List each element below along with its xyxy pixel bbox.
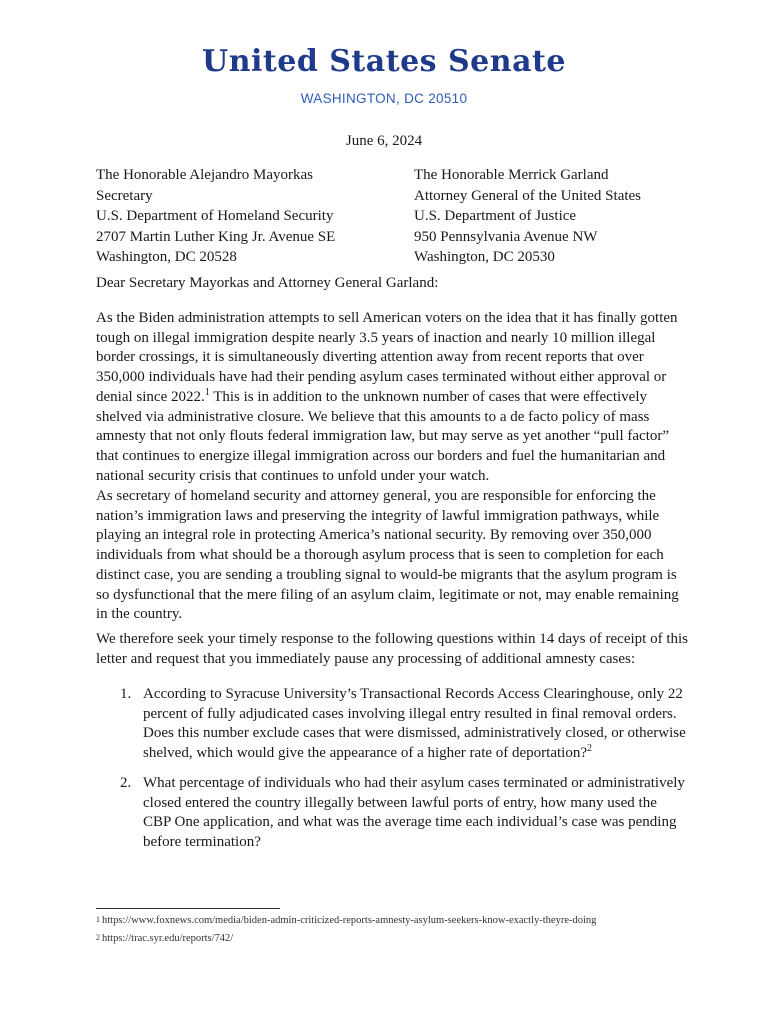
letterhead-address: WASHINGTON, DC 20510 <box>300 91 468 106</box>
question-1-body: According to Syracuse University’s Transactional Records Access Clearinghouse, only 22 percent of fully adjudicated cases involving illegal entry resulted in final removal orders. Does this number exclude cases that were dismissed, administratively closed, or otherwise shelved, which would give the appearance of a higher rate of deportation? <box>143 686 686 761</box>
recipient-left-department: U.S. Department of Homeland Security <box>96 208 334 224</box>
recipient-left-city: Washington, DC 20528 <box>96 249 237 265</box>
body-paragraph-2: As secretary of homeland security and attorney general, you are responsible for enforcing the nation’s immigration laws and preserving the integrity of lawful immigration pathways, while playing an integral role in protecting America’s national security. By removing over 350,000 individuals from what should be a thorough asylum process that is seen to completion for each distinct case, you are sending a troubling signal to would-be migrants that the asylum program is so dysfunctional that the mere filing of an asylum claim, legitimate or not, may enable remaining in the country. <box>96 488 679 623</box>
question-text-2: What percentage of individuals who had their asylum cases terminated or administratively closed entered the country illegally between lawful ports of entry, how many used the CBP One application, and what was the average time each individual’s case was pending before termination? <box>143 775 685 850</box>
footnote-1-link[interactable]: https://www.foxnews.com/media/biden-admin-criticized-reports-amnesty-asylum-seekers-know-exactly-theyre-doing <box>102 915 597 926</box>
recipient-right-street: 950 Pennsylvania Avenue NW <box>414 228 598 245</box>
paragraph-1-text-a: As the Biden administration attempts to sell American voters on the idea that it has finally gotten tough on illegal immigration despite nearly 3.5 years of inaction and nearly 10 million illegal border crossings, it is simultaneously diverting attention away from recent reports that over 350,000 individuals have had their pending asylum cases terminated without either approval or denial since 2022. <box>96 310 678 405</box>
recipient-right-title: Attorney General of the United States <box>414 187 642 204</box>
footnote-ref-2: 2 <box>587 742 592 754</box>
question-number-2: 2. <box>120 775 132 791</box>
recipient-block-right <box>414 165 641 268</box>
recipient-right-city: Washington, DC 20530 <box>414 249 555 265</box>
footnote-1 <box>96 915 596 926</box>
letterhead-title: United States Senate <box>202 44 566 79</box>
recipient-right-name: The Honorable Merrick Garland <box>414 167 609 183</box>
paragraph-1-text-b: This is in addition to the unknown number of cases that were effectively shelved via administrative closure. We believe that this amounts to a de facto policy of mass amnesty that not only flouts federal immigration law, but may serve as yet another “pull factor” that continues to energize illegal immigration across our borders and fuel the humanitarian and national security crisis that continues to unfold under your watch. <box>96 388 670 484</box>
footnote-2-mark: 2 <box>96 933 100 942</box>
footnote-ref-1: 1 <box>204 386 210 398</box>
recipient-left-name: The Honorable Alejandro Mayorkas <box>96 167 314 183</box>
recipient-left-title: Secretary <box>96 187 153 204</box>
footnote-1-mark: 1 <box>96 915 100 924</box>
question-number-1: 1. <box>120 686 132 702</box>
letter-date: June 6, 2024 <box>345 133 423 149</box>
footnote-2 <box>96 933 233 944</box>
footnote-divider <box>96 908 280 909</box>
salutation: Dear Secretary Mayorkas and Attorney General Garland: <box>96 275 439 291</box>
recipient-block-left <box>96 165 335 268</box>
body-paragraph-1 <box>96 309 688 486</box>
body-paragraph-3: We therefore seek your timely response to the following questions within 14 days of receipt of this letter and request that you immediately pause any processing of additional amnesty cases: <box>96 631 688 667</box>
footnote-2-link[interactable]: https://trac.syr.edu/reports/742/ <box>102 933 234 944</box>
recipient-right-department: U.S. Department of Justice <box>414 208 577 224</box>
recipient-left-street: 2707 Martin Luther King Jr. Avenue SE <box>96 228 336 245</box>
question-text-1 <box>143 685 688 763</box>
